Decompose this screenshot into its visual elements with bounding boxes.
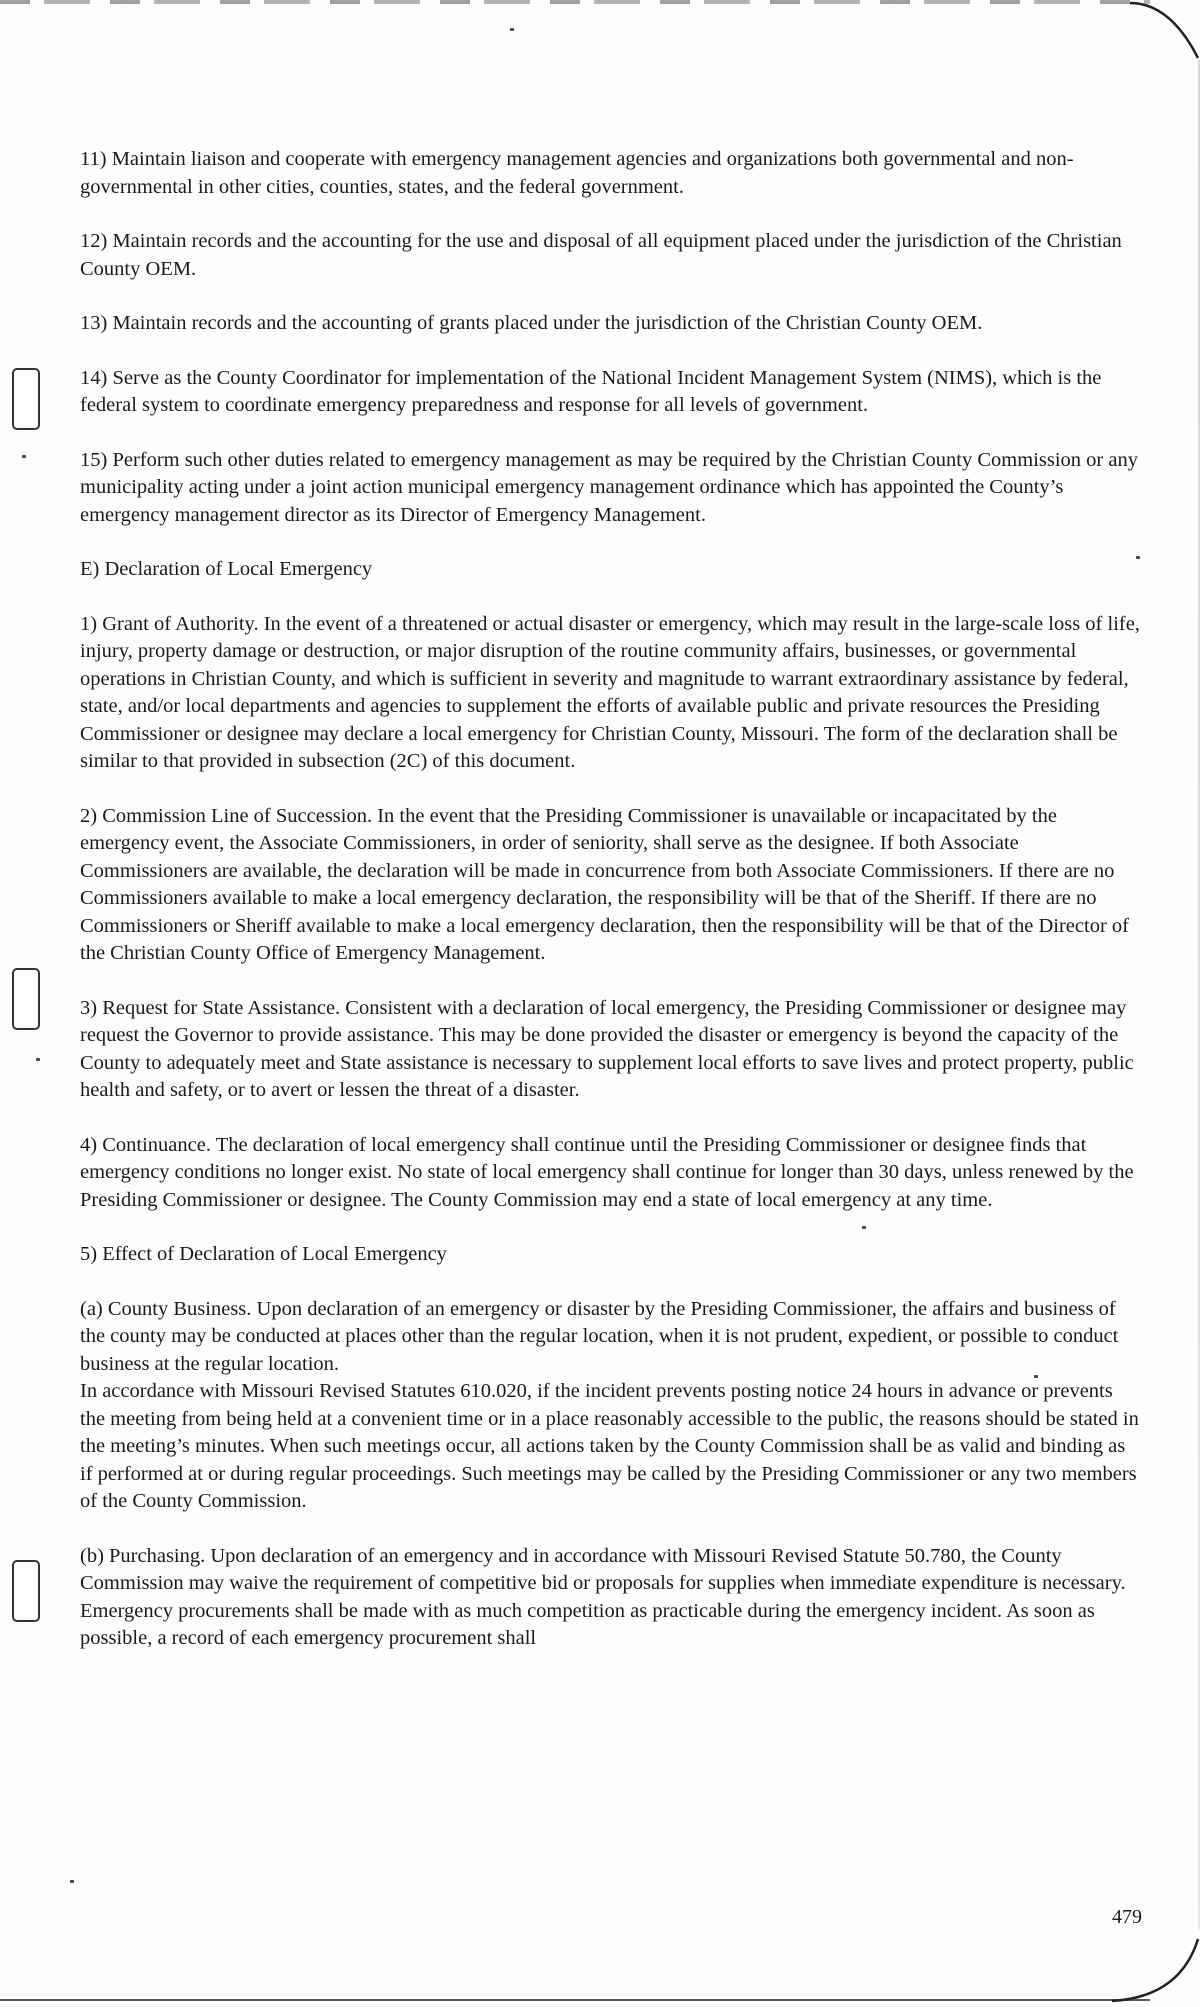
scan-top-edge	[0, 0, 1150, 4]
page-number: 479	[1112, 1906, 1142, 1928]
binder-hole	[12, 1560, 40, 1622]
paragraph-state-assistance: 3) Request for State Assistance. Consistent with a declaration of local emergency, the Presiding Commissioner or designee may request the Governor to provide assistance. This may be done provided the disaster or emergency is beyond the capacity of the County to adequately meet and State assistance is necessary to supplement local efforts to save lives and protect property, public health and safety, or to avert or lessen the threat of a disaster.	[80, 996, 1134, 1101]
section-heading-e: E) Declaration of Local Emergency	[80, 558, 373, 580]
paragraph-line-of-succession: 2) Commission Line of Succession. In the event that the Presiding Commissioner is unavailable or incapacitated by the emergency event, the Associate Commissioners, in order of seniority, shall serve as the designee. If both Associate Commissioners are available, the declaration will be made in concurrence from both Associate Commissioners. If there are no Commissioners available to make a local emergency declaration, the responsibility will be that of the Sheriff. If there are no Commissioners or Sheriff available to make a local emergency declaration, then the responsibility will be that of the Director of the Christian County Office of Emergency Management.	[80, 804, 1129, 964]
paragraph-continuance: 4) Continuance. The declaration of local emergency shall continue until the Presiding Commissioner or designee finds that emergency conditions no longer exist. No state of local emergency shall continue for longer than 30 days, unless renewed by the Presiding Commissioner or designee. The County Commission may end a state of local emergency at any time.	[80, 1133, 1134, 1211]
paragraph-item-15: 15) Perform such other duties related to emergency management as may be required by the Christian County Commission or any municipality acting under a joint action municipal emergency management ordinance which has appointed the County’s emergency management director as its Director of Emergency Management.	[80, 448, 1138, 526]
county-business-statute-text: In accordance with Missouri Revised Statutes 610.020, if the incident prevents posting notice 24 hours in advance or prevents the meeting from being held at a convenient time or in a place reasonably accessible to the public, the reasons should be stated in the meeting’s minutes. When such meetings occur, all actions taken by the County Commission shall be as valid and binding as if performed at or during regular proceedings. Such meetings may be called by the Presiding Commissioner or any two members of the County Commission.	[80, 1380, 1139, 1512]
binder-hole	[12, 368, 40, 430]
scan-speck	[70, 1880, 74, 1883]
paragraph-item-12: 12) Maintain records and the accounting for the use and disposal of all equipment placed under the jurisdiction of the Christian County OEM.	[80, 230, 1122, 280]
scan-speck	[510, 28, 514, 31]
scan-speck	[22, 455, 26, 458]
document-body	[80, 146, 1140, 1680]
page-bottom-curve	[1110, 1937, 1200, 2007]
page-corner-curve	[1130, 0, 1200, 60]
paragraph-item-13: 13) Maintain records and the accounting of grants placed under the jurisdiction of the Christian County OEM.	[80, 312, 983, 334]
paragraph-purchasing: (b) Purchasing. Upon declaration of an emergency and in accordance with Missouri Revised Statute 50.780, the County Commission may waive the requirement of competitive bid or proposals for supplies when immediate expenditure is necessary. Emergency procurements shall be made with as much competition as practicable during the emergency incident. As soon as possible, a record of each emergency procurement shall	[80, 1544, 1126, 1649]
paragraph-item-14: 14) Serve as the County Coordinator for implementation of the National Incident Management System (NIMS), which is the federal system to coordinate emergency preparedness and response for all levels of government.	[80, 366, 1102, 416]
section-heading-effect: 5) Effect of Declaration of Local Emergency	[80, 1243, 447, 1265]
county-business-text: (a) County Business. Upon declaration of an emergency or disaster by the Presiding Commissioner, the affairs and business of the county may be conducted at places other than the regular location, when it is not prudent, expedient, or possible to conduct business at the regular location.	[80, 1297, 1119, 1375]
paragraph-county-business	[80, 1296, 1140, 1516]
paragraph-grant-of-authority: 1) Grant of Authority. In the event of a threatened or actual disaster or emergency, which may result in the large-scale loss of life, injury, property damage or destruction, or major disruption of the routine community affairs, businesses, or governmental operations in Christian County, and which is sufficient in severity and magnitude to warrant extraordinary assistance by federal, state, and/or local departments and agencies to supplement the efforts of available public and private resources the Presiding Commissioner or designee may declare a local emergency for Christian County, Missouri. The form of the declaration shall be similar to that provided in subsection (2C) of this document.	[80, 612, 1140, 772]
scan-speck	[36, 1058, 40, 1061]
paragraph-item-11: 11) Maintain liaison and cooperate with emergency management agencies and organizations both governmental and non-governmental in other cities, counties, states, and the federal government.	[80, 148, 1074, 198]
page-bottom-edge	[0, 1999, 1150, 2001]
binder-hole	[12, 968, 40, 1030]
